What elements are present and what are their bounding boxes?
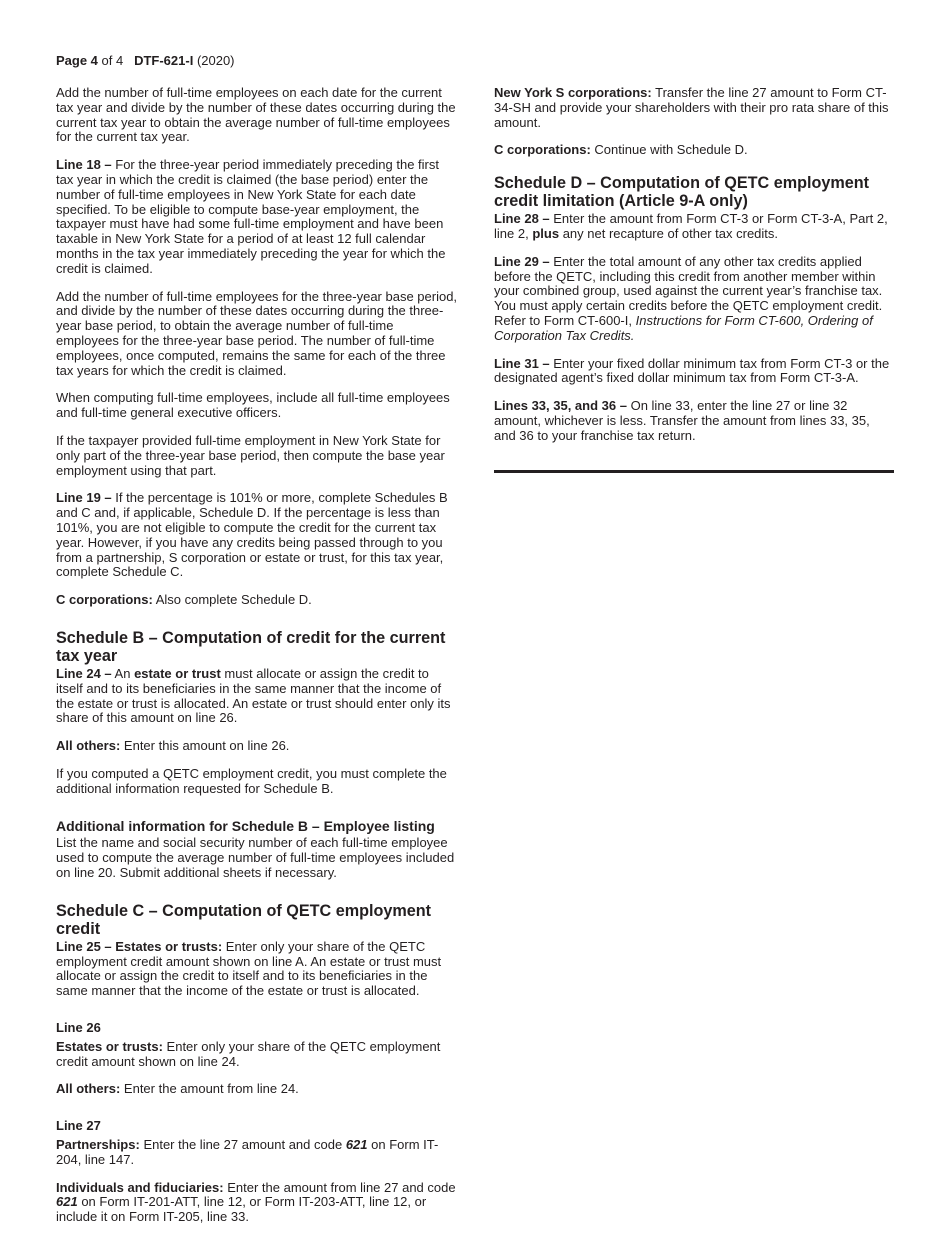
line-24-text: must allocate or assign the credit to itself and to its beneficiaries in the same manner that the income of the estate or trust is allocated. An estate or trust should enter only its share of this amount on line 26. [56,665,451,726]
paragraph-line-27-individuals [56,1181,458,1225]
line-29-label: Line 29 – [494,253,550,269]
page-total: of 4 [101,53,124,68]
line-27-partnerships-label: Partnerships: [56,1137,140,1153]
line-27-individuals-post: on Form IT-201-ATT, line 12, or Form IT-203-ATT, line 12, or include it on Form IT-205, line 33. [56,1194,427,1225]
line-28-label: Line 28 – [494,211,550,227]
paragraph-ny-s-corporations [494,86,894,130]
paragraph-include-employees: When computing full-time employees, include all full-time employees and full-time general executive officers. [56,390,450,421]
paragraph-partial-period: If the taxpayer provided full-time employment in New York State for only part of the three-year base period, then compute the base year employment using that part. [56,432,445,478]
all-others-text: Enter this amount on line 26. [123,738,290,754]
ny-s-corporations-label: New York S corporations: [494,85,652,100]
c-corporations-continue-label: C corporations: [494,142,591,158]
line-26-heading: Line 26 [56,1020,101,1036]
line-27-partnerships-post: on Form IT-204, line 147. [56,1137,439,1167]
end-rule [494,470,894,473]
schedule-c-heading: Schedule C – Computation of QETC employment credit [56,901,432,938]
right-column [494,86,894,473]
ny-s-corporations-text: Transfer the line 27 amount to Form CT-34-SH and provide your shareholders with their pro rata share of this amount. [494,85,889,130]
line-26-others-label: All others: [56,1081,121,1097]
c-corporations-text: Also complete Schedule D. [155,592,312,608]
lines-33-35-36-label: Lines 33, 35, and 36 – [494,398,627,414]
paragraph-line-29 [494,255,894,344]
all-others-label: All others: [56,738,121,754]
line-27-heading: Line 27 [56,1118,101,1134]
line-27-individuals-pre: Enter the amount from line 27 and code [227,1179,456,1195]
line-26-others-text: Enter the amount from line 24. [123,1081,299,1097]
paragraph-line-25 [56,940,458,999]
paragraph-line-19 [56,491,458,580]
left-column [56,86,458,1238]
schedule-b-heading: Schedule B – Computation of credit for the current tax year [56,628,446,665]
line-28-bold: plus [532,225,560,241]
paragraph-c-corporations-continue [494,143,894,158]
line-26-estates-label: Estates or trusts: [56,1038,163,1054]
line-24-bold: estate or trust [134,665,221,681]
additional-info-heading: Additional information for Schedule B – Employee listing [56,818,435,835]
paragraph-line-26-others [56,1082,458,1097]
line-27-individuals-code: 621 [56,1194,78,1210]
paragraph-average-current: Add the number of full-time employees on each date for the current tax year and divide by the number of these dates occurring during the current tax year to obtain the average number of full-time employees for the current tax year. [56,85,456,145]
paragraph-line-28 [494,212,894,242]
paragraph-line-24 [56,667,458,726]
line-24-pre: An [114,665,131,681]
schedule-d-heading: Schedule D – Computation of QETC employment credit limitation (Article 9-A only) [494,174,870,211]
line-29-text: Enter the total amount of any other tax credits applied before the QETC, including this credit from another member within your combined group, used against the current year’s franchise tax. You must apply certain credits before the QETC employment credit. Refer to Form CT-600-I, [494,253,883,328]
line-25-text: Enter only your share of the QETC employment credit amount shown on line A. An estate or trust must allocate or assign the credit to itself and to its beneficiaries in the same manner that the income of the estate or trust is allocated. [56,938,442,999]
line-27-partnerships-pre: Enter the line 27 amount and code [143,1137,343,1153]
paragraph-line-31 [494,357,894,387]
line-27-individuals-label: Individuals and fiduciaries: [56,1179,224,1195]
paragraph-line-26-estates [56,1040,458,1070]
paragraph-c-corporations [56,593,458,608]
paragraph-base-period: Add the number of full-time employees for the three-year base period, and divide by the number of these dates occurring during the three-year base period, to obtain the average number of full-time employees for the three-year base period. The number of full-time employees, once computed, remains the same for each of the three tax years for which the credit is claimed. [56,288,458,378]
line-24-label: Line 24 – [56,665,112,681]
line-18-text: For the three-year period immediately preceding the first tax year in which the credit is claimed (the base period) enter the number of full-time employees in New York State for each date specified. To be eligible to compute base-year employment, the taxpayer must have had some full-time employment and have been taxable in New York State for a period of at least 12 full calendar months in the tax year immediately preceding the year for which the credit is claimed. [56,157,446,276]
paragraph-employee-listing: List the name and social security number of each full-time employee used to compute the average number of full-time employees included on line 20. Submit additional sheets if necessary. [56,835,455,881]
line-28-pre: Enter the amount from Form CT-3 or Form CT-3-A, Part 2, line 2, [494,211,888,241]
line-28-post: any net recapture of other tax credits. [562,225,779,241]
line-18-label: Line 18 – [56,157,112,173]
page-number: Page 4 [56,53,98,68]
c-corporations-continue-text: Continue with Schedule D. [594,142,748,158]
line-31-text: Enter your fixed dollar minimum tax from Form CT-3 or the designated agent’s fixed dollar minimum tax from Form CT-3-A. [494,355,890,386]
line-25-label: Line 25 – Estates or trusts: [56,938,223,954]
paragraph-lines-33-35-36 [494,399,894,443]
paragraph-line-27-partnerships [56,1138,458,1168]
lines-33-35-36-text: On line 33, enter the line 27 or line 32 amount, whichever is less. Transfer the amount from lines 33, 35, and 36 to your franchise tax return. [494,398,870,443]
paragraph-all-others [56,739,458,754]
paragraph-qetc-additional: If you computed a QETC employment credit, you must complete the additional information requested for Schedule B. [56,765,447,796]
c-corporations-label: C corporations: [56,592,153,608]
line-19-label: Line 19 – [56,490,112,506]
line-31-label: Line 31 – [494,355,550,371]
line-26-estates-text: Enter only your share of the QETC employment credit amount shown on line 24. [56,1038,441,1069]
paragraph-line-18 [56,158,458,276]
form-id: DTF-621-I [134,53,194,68]
page-header [56,54,235,69]
line-27-partnerships-code: 621 [345,1137,368,1153]
form-year: (2020) [196,53,235,68]
line-29-italic: Instructions for Form CT-600, Ordering of Corporation Tax Credits. [494,312,873,343]
line-19-text: If the percentage is 101% or more, complete Schedules B and C and, if applicable, Schedule D. If the percentage is less than 101%, you are not eligible to compute the credit for the current tax year. However, if you have any credits being passed through to you from a partnership, S corporation or estate or trust, for this tax year, complete Schedule C. [56,490,448,580]
